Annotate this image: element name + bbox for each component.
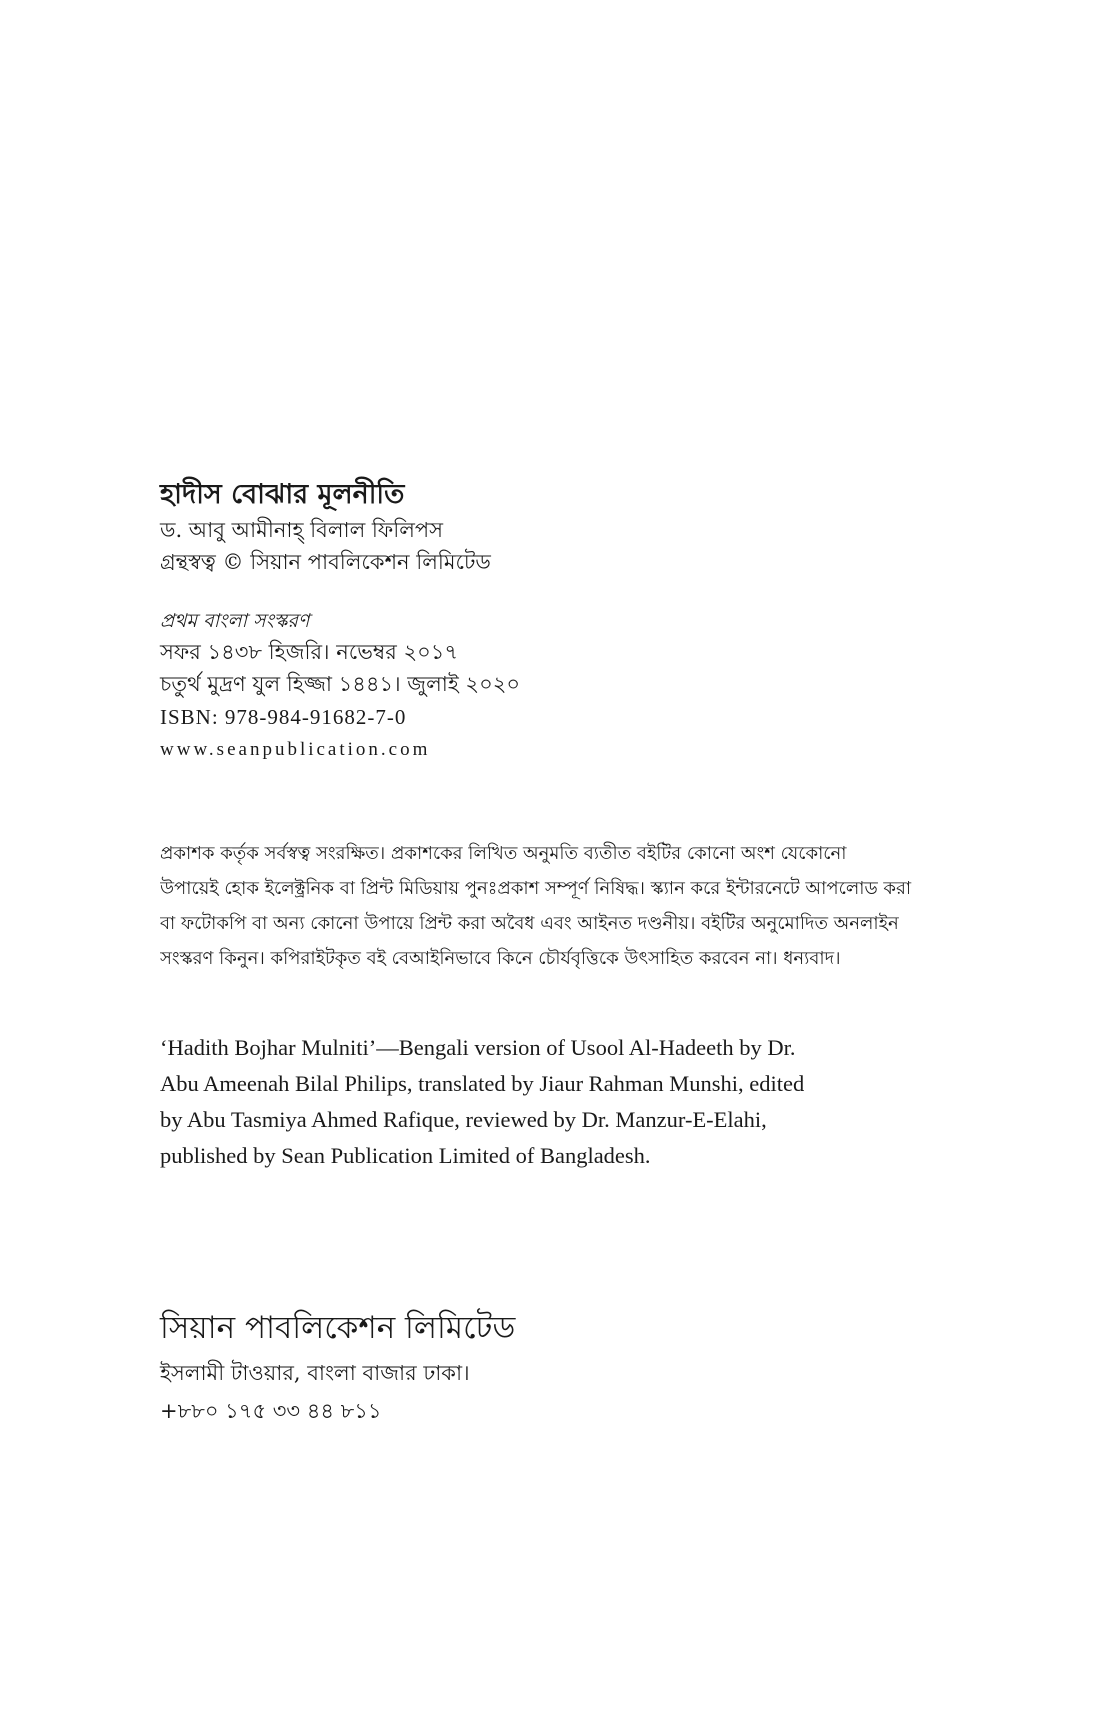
english-credits	[160, 1030, 960, 1174]
notice-line: উপায়েই হোক ইলেক্ট্রনিক বা প্রিন্ট মিডিয়ায় পুনঃপ্রকাশ সম্পূর্ণ নিষিদ্ধ। স্ক্যান করে ইন্টারনেটে আপলোড করা	[160, 878, 912, 899]
publisher-name: সিয়ান পাবলিকেশন লিমিটেড	[160, 1310, 516, 1346]
notice-line: প্রকাশক কর্তৃক সর্বস্বত্ব সংরক্ষিত। প্রকাশকের লিখিত অনুমতি ব্যতীত বইটির কোনো অংশ যেকোনো	[160, 843, 847, 864]
publisher-address: ইসলামী টাওয়ার, বাংলা বাজার ঢাকা।	[160, 1361, 470, 1385]
author-line: ড. আবু আমীনাহ্‌ বিলাল ফিলিপস	[160, 518, 444, 542]
credit-line: ‘Hadith Bojhar Mulniti’—Bengali version of Usool Al-Hadeeth by Dr.	[160, 1035, 796, 1060]
edition-label: প্রথম বাংলা সংস্করণ	[160, 610, 310, 632]
book-title: হাদীস বোঝার মূলনীতি	[160, 479, 405, 510]
notice-line: বা ফটোকপি বা অন্য কোনো উপায়ে প্রিন্ট করা অবৈধ এবং আইনত দণ্ডনীয়। বইটির অনুমোদিত অনলাইন	[160, 913, 899, 934]
publisher-info	[160, 1306, 515, 1430]
spacer	[160, 578, 520, 606]
credit-line: published by Sean Publication Limited of Bangladesh.	[160, 1143, 651, 1168]
isbn: ISBN: 978-984-91682-7-0	[160, 705, 407, 729]
publisher-phone: +৮৮০ ১৭৫ ৩৩ ৪৪ ৮১১	[160, 1399, 382, 1423]
book-info-block	[160, 478, 520, 766]
notice-line: সংস্করণ কিনুন। কপিরাইটকৃত বই বেআইনিভাবে কিনে চৌর্যবৃত্তিকে উৎসাহিত করবেন না। ধন্যবাদ।	[160, 948, 841, 969]
copyright-line: গ্রন্থস্বত্ব © সিয়ান পাবলিকেশন লিমিটেড	[160, 550, 491, 574]
website-link: www.seanpublication.com	[160, 739, 431, 760]
copyright-notice	[160, 836, 980, 976]
fourth-print-date: চতুর্থ মুদ্রণ যুল হিজ্জা ১৪৪১। জুলাই ২০২০	[160, 672, 521, 696]
credit-line: by Abu Tasmiya Ahmed Rafique, reviewed by Dr. Manzur-E-Elahi,	[160, 1107, 767, 1132]
credit-line: Abu Ameenah Bilal Philips, translated by Jiaur Rahman Munshi, edited	[160, 1071, 805, 1096]
first-edition-date: সফর ১৪৩৮ হিজরি। নভেম্বর ২০১৭	[160, 640, 459, 664]
